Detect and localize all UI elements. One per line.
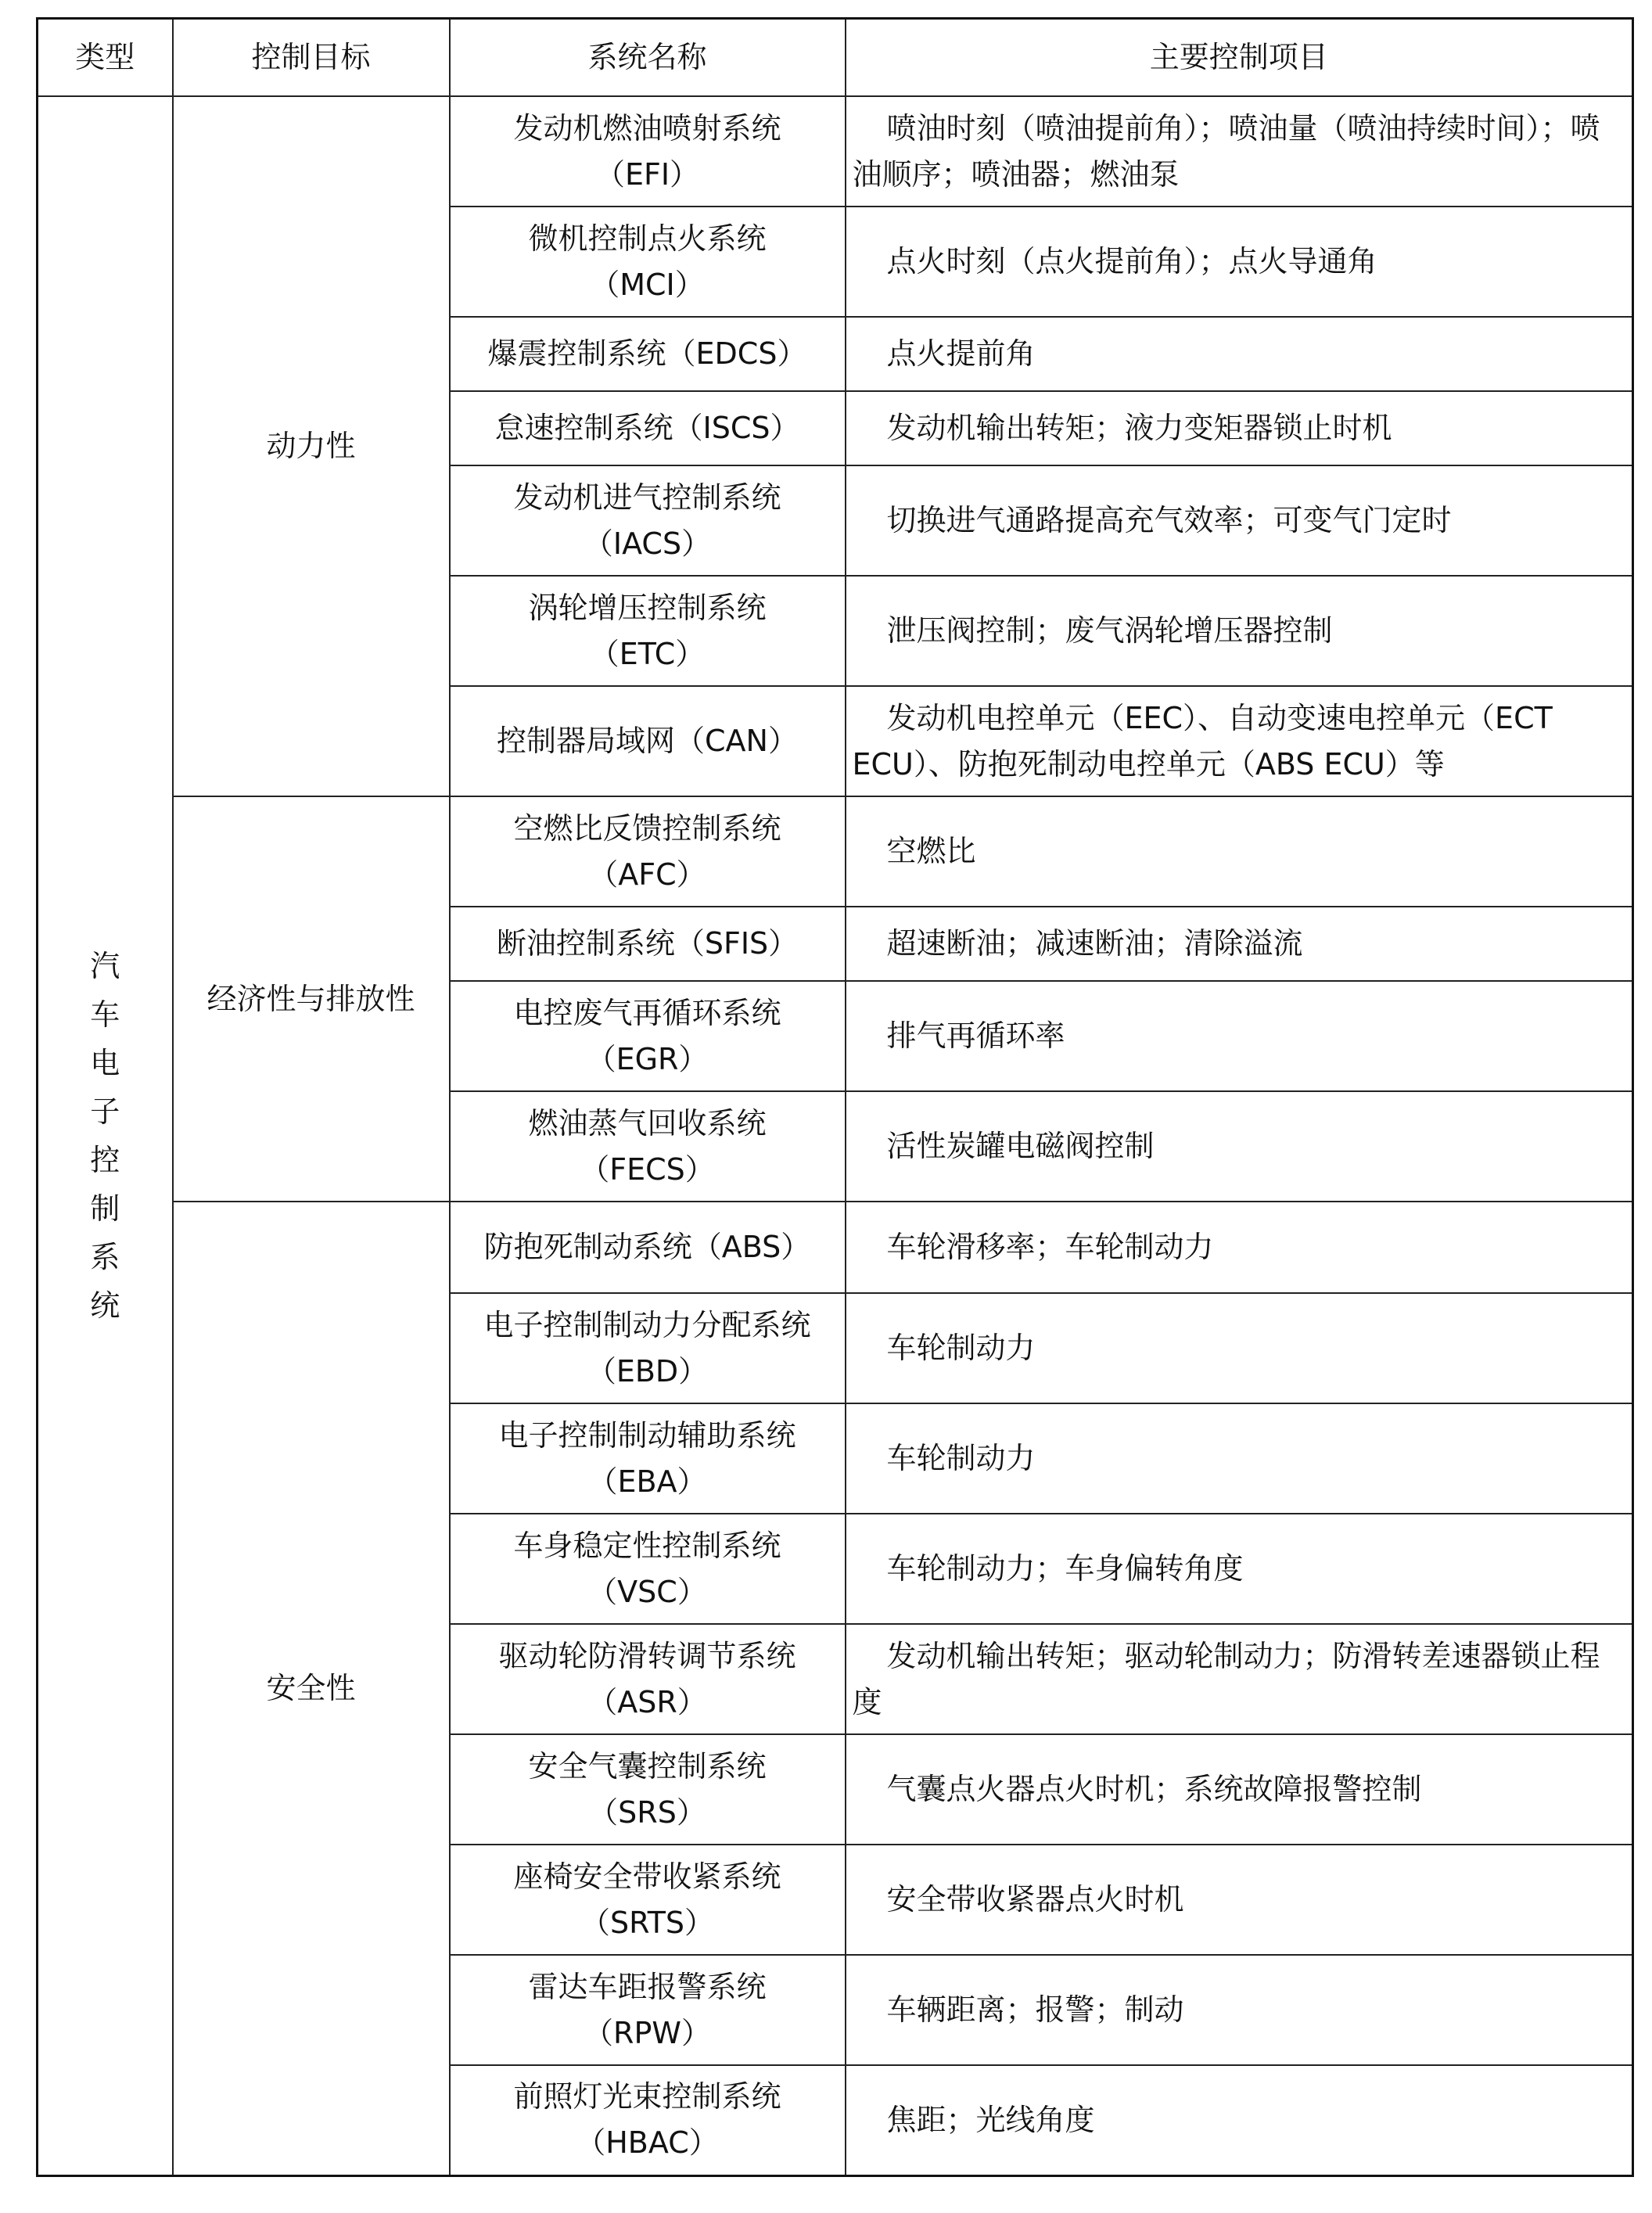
control-items-cell: 车辆距离；报警；制动 bbox=[846, 1955, 1633, 2065]
system-name-line: 前照灯光束控制系统 bbox=[513, 2079, 781, 2114]
header-system-name: 系统名称 bbox=[450, 19, 846, 97]
system-name-line: 怠速控制系统（ISCS） bbox=[494, 411, 800, 445]
header-goal: 控制目标 bbox=[173, 19, 450, 97]
system-name-cell bbox=[450, 1845, 846, 1955]
system-name-cell bbox=[450, 96, 846, 207]
system-name-line: （EBD） bbox=[586, 1353, 709, 1389]
table-row bbox=[38, 796, 1633, 907]
system-name-cell bbox=[450, 686, 846, 796]
system-name-cell bbox=[450, 981, 846, 1091]
type-cell bbox=[38, 96, 173, 2175]
system-name-line: （FECS） bbox=[580, 1151, 715, 1187]
control-items-cell: 泄压阀控制；废气涡轮增压器控制 bbox=[846, 576, 1633, 686]
system-name-line: （VSC） bbox=[587, 1574, 707, 1609]
header-row bbox=[38, 19, 1633, 97]
system-name-line: 雷达车距报警系统 bbox=[528, 1969, 767, 2004]
control-items-cell: 点火时刻（点火提前角）；点火导通角 bbox=[846, 207, 1633, 317]
system-name-line: 空燃比反馈控制系统 bbox=[513, 810, 781, 846]
system-name-line: 燃油蒸气回收系统 bbox=[528, 1105, 767, 1141]
system-name-cell bbox=[450, 1293, 846, 1403]
control-items-cell: 活性炭罐电磁阀控制 bbox=[846, 1091, 1633, 1202]
system-name-line: （EGR） bbox=[586, 1041, 709, 1076]
system-name-line: 防抱死制动系统（ABS） bbox=[483, 1230, 811, 1264]
control-goal-cell: 安全性 bbox=[173, 1202, 450, 2175]
system-name-cell bbox=[450, 465, 846, 576]
type-label: 汽车电子控制系统 bbox=[90, 948, 120, 1323]
control-items-cell: 车轮制动力 bbox=[846, 1403, 1633, 1514]
system-name-line: （HBAC） bbox=[576, 2125, 719, 2161]
system-name-line: （SRS） bbox=[588, 1794, 706, 1830]
control-items-cell: 点火提前角 bbox=[846, 317, 1633, 391]
control-items-cell: 发动机输出转矩；驱动轮制动力；防滑转差速器锁止程度 bbox=[846, 1624, 1633, 1734]
control-items-cell: 气囊点火器点火时机；系统故障报警控制 bbox=[846, 1734, 1633, 1845]
control-items-cell: 切换进气通路提高充气效率；可变气门定时 bbox=[846, 465, 1633, 576]
system-name-line: 断油控制系统（SFIS） bbox=[496, 926, 799, 961]
system-name-cell bbox=[450, 317, 846, 391]
control-items-cell: 发动机电控单元（EEC）、自动变速电控单元（ECT ECU）、防抱死制动电控单元（ABS ECU）等 bbox=[846, 686, 1633, 796]
system-name-line: 微机控制点火系统 bbox=[528, 221, 767, 256]
control-items-cell: 空燃比 bbox=[846, 796, 1633, 907]
control-items-cell: 车轮制动力；车身偏转角度 bbox=[846, 1514, 1633, 1624]
system-name-line: （EFI） bbox=[594, 156, 700, 192]
table-row bbox=[38, 1202, 1633, 1293]
system-name-line: （EBA） bbox=[587, 1464, 707, 1499]
system-name-cell bbox=[450, 796, 846, 907]
control-systems-table bbox=[36, 17, 1634, 2177]
system-name-line: （RPW） bbox=[584, 2015, 711, 2050]
system-name-line: 安全气囊控制系统 bbox=[528, 1748, 767, 1784]
system-name-line: 座椅安全带收紧系统 bbox=[513, 1859, 781, 1894]
system-name-line: （AFC） bbox=[588, 857, 706, 892]
control-items-cell: 安全带收紧器点火时机 bbox=[846, 1845, 1633, 1955]
system-name-cell bbox=[450, 1091, 846, 1202]
system-name-line: 发动机燃油喷射系统 bbox=[513, 110, 781, 145]
system-name-line: 爆震控制系统（EDCS） bbox=[487, 336, 807, 371]
control-goal-cell: 经济性与排放性 bbox=[173, 796, 450, 1202]
header-type: 类型 bbox=[38, 19, 173, 97]
system-name-line: 车身稳定性控制系统 bbox=[513, 1528, 781, 1563]
control-items-cell: 发动机输出转矩；液力变矩器锁止时机 bbox=[846, 391, 1633, 465]
system-name-line: （ETC） bbox=[589, 636, 706, 671]
table-body bbox=[38, 96, 1633, 2175]
control-items-cell: 超速断油；减速断油；清除溢流 bbox=[846, 907, 1633, 981]
table-row bbox=[38, 96, 1633, 207]
header-control-items: 主要控制项目 bbox=[846, 19, 1633, 97]
control-items-cell: 喷油时刻（喷油提前角）；喷油量（喷油持续时间）；喷油顺序；喷油器；燃油泵 bbox=[846, 96, 1633, 207]
system-name-cell bbox=[450, 1955, 846, 2065]
system-name-cell bbox=[450, 207, 846, 317]
system-name-cell bbox=[450, 391, 846, 465]
system-name-line: 电子控制制动力分配系统 bbox=[483, 1307, 811, 1342]
control-items-cell: 车轮滑移率；车轮制动力 bbox=[846, 1202, 1633, 1293]
system-name-cell bbox=[450, 1734, 846, 1845]
system-name-cell bbox=[450, 1514, 846, 1624]
control-goal-cell: 动力性 bbox=[173, 96, 450, 796]
control-items-cell: 排气再循环率 bbox=[846, 981, 1633, 1091]
system-name-line: 涡轮增压控制系统 bbox=[528, 590, 767, 625]
system-name-cell bbox=[450, 1202, 846, 1293]
system-name-cell bbox=[450, 1624, 846, 1734]
system-name-line: 电控废气再循环系统 bbox=[513, 995, 781, 1030]
system-name-line: 驱动轮防滑转调节系统 bbox=[498, 1638, 796, 1673]
system-name-line: （SRTS） bbox=[580, 1905, 715, 1940]
system-name-line: 控制器局域网（CAN） bbox=[497, 724, 798, 758]
system-name-cell bbox=[450, 2065, 846, 2175]
system-name-line: 电子控制制动辅助系统 bbox=[498, 1417, 796, 1453]
control-items-cell: 焦距；光线角度 bbox=[846, 2065, 1633, 2175]
control-items-cell: 车轮制动力 bbox=[846, 1293, 1633, 1403]
system-name-line: （MCI） bbox=[590, 267, 705, 302]
system-name-line: （IACS） bbox=[583, 526, 712, 561]
system-name-cell bbox=[450, 907, 846, 981]
system-name-cell bbox=[450, 1403, 846, 1514]
system-name-cell bbox=[450, 576, 846, 686]
system-name-line: 发动机进气控制系统 bbox=[513, 480, 781, 515]
system-name-line: （ASR） bbox=[587, 1684, 707, 1719]
